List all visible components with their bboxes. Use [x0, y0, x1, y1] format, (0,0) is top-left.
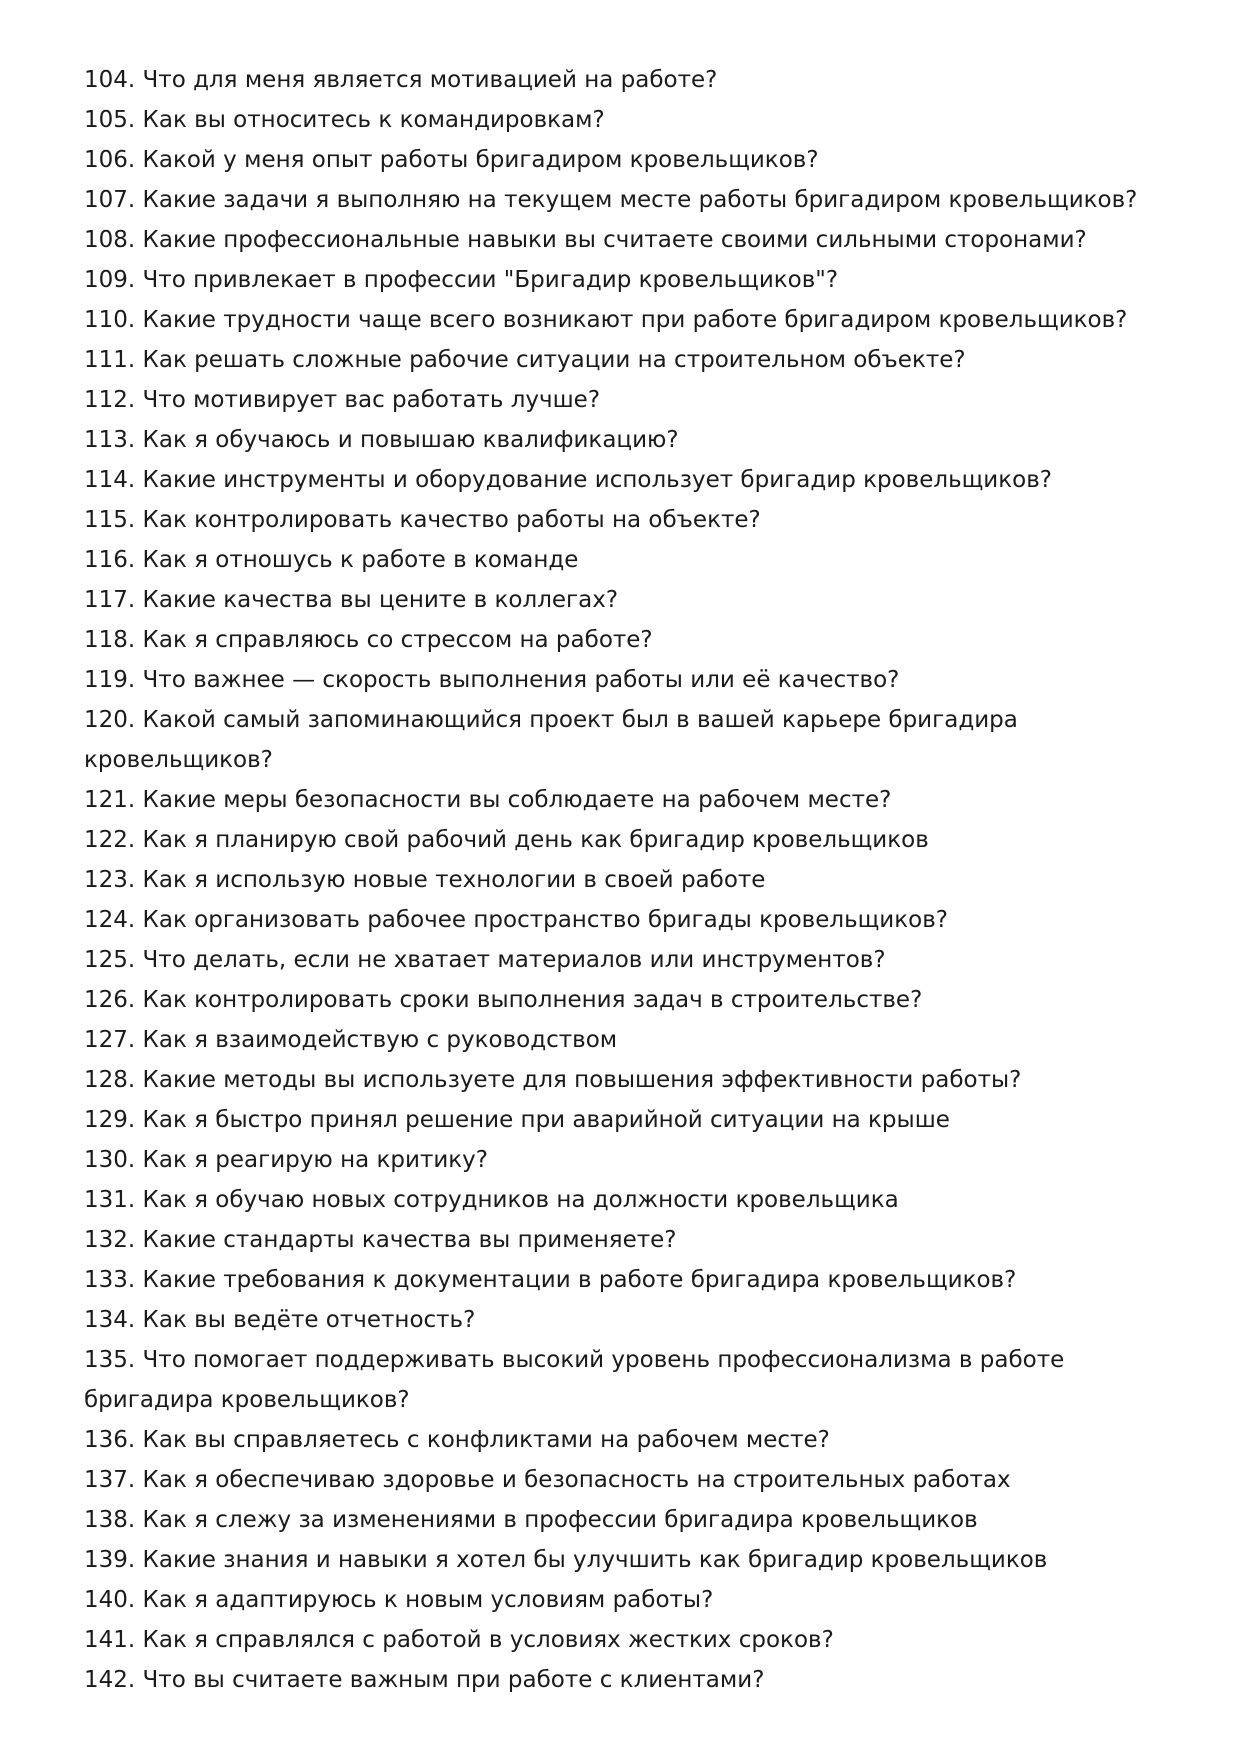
- question-text: Как я слежу за изменениями в профессии бригадира кровельщиков: [142, 1507, 978, 1533]
- question-text: Что делать, если не хватает материалов или инструментов?: [142, 947, 886, 973]
- question-item: [84, 860, 1184, 900]
- question-number: 115.: [84, 507, 136, 533]
- question-number: 117.: [84, 587, 136, 613]
- question-number: 133.: [84, 1267, 136, 1293]
- question-number: 123.: [84, 867, 136, 893]
- question-item: [84, 1260, 1184, 1300]
- question-item: [84, 1220, 1184, 1260]
- question-item: [84, 100, 1184, 140]
- question-item: [84, 1020, 1184, 1060]
- question-text: Какие стандарты качества вы применяете?: [142, 1227, 677, 1253]
- question-number: 142.: [84, 1667, 136, 1693]
- question-text: Какие знания и навыки я хотел бы улучшить как бригадир кровельщиков: [142, 1547, 1048, 1573]
- question-number: 126.: [84, 987, 136, 1013]
- question-number: 119.: [84, 667, 136, 693]
- question-item: [84, 980, 1184, 1020]
- question-item: [84, 1340, 1184, 1420]
- question-number: 111.: [84, 347, 136, 373]
- document-page: [84, 60, 1184, 1700]
- question-number: 127.: [84, 1027, 136, 1053]
- question-number: 114.: [84, 467, 136, 493]
- question-text: Что для меня является мотивацией на работе?: [142, 67, 718, 93]
- question-text: Как решать сложные рабочие ситуации на строительном объекте?: [142, 347, 966, 373]
- question-text: Как я отношусь к работе в команде: [142, 547, 579, 573]
- question-text: Как я обучаюсь и повышаю квалификацию?: [142, 427, 679, 453]
- question-text: Как вы справляетесь с конфликтами на рабочем месте?: [142, 1427, 830, 1453]
- question-item: [84, 780, 1184, 820]
- question-number: 108.: [84, 227, 136, 253]
- question-item: [84, 660, 1184, 700]
- question-item: [84, 1460, 1184, 1500]
- question-item: [84, 1620, 1184, 1660]
- question-text: Что помогает поддерживать высокий уровень профессионализма в работе бригадира кровельщиков?: [84, 1347, 1065, 1413]
- question-text: Какие трудности чаще всего возникают при работе бригадиром кровельщиков?: [142, 307, 1128, 333]
- question-text: Как я обеспечиваю здоровье и безопасность на строительных работах: [142, 1467, 1011, 1493]
- question-text: Как я справляюсь со стрессом на работе?: [142, 627, 653, 653]
- question-text: Как я адаптируюсь к новым условиям работы?: [142, 1587, 714, 1613]
- question-number: 137.: [84, 1467, 136, 1493]
- question-text: Какой самый запоминающийся проект был в вашей карьере бригадира кровельщиков?: [84, 707, 1018, 773]
- question-text: Как я быстро принял решение при аварийной ситуации на крыше: [142, 1107, 950, 1133]
- question-number: 112.: [84, 387, 136, 413]
- question-item: [84, 900, 1184, 940]
- question-item: [84, 1180, 1184, 1220]
- question-item: [84, 60, 1184, 100]
- question-number: 134.: [84, 1307, 136, 1333]
- question-item: [84, 1100, 1184, 1140]
- question-number: 136.: [84, 1427, 136, 1453]
- question-number: 113.: [84, 427, 136, 453]
- question-number: 139.: [84, 1547, 136, 1573]
- question-item: [84, 940, 1184, 980]
- question-text: Что вы считаете важным при работе с клиентами?: [142, 1667, 765, 1693]
- question-item: [84, 620, 1184, 660]
- question-text: Как я использую новые технологии в своей работе: [142, 867, 766, 893]
- question-number: 130.: [84, 1147, 136, 1173]
- question-item: [84, 540, 1184, 580]
- question-text: Как я планирую свой рабочий день как бригадир кровельщиков: [142, 827, 929, 853]
- question-number: 131.: [84, 1187, 136, 1213]
- question-item: [84, 340, 1184, 380]
- question-number: 116.: [84, 547, 136, 573]
- question-item: [84, 220, 1184, 260]
- question-text: Как я справлялся с работой в условиях жестких сроков?: [142, 1627, 834, 1653]
- question-text: Как вы ведёте отчетность?: [142, 1307, 476, 1333]
- question-number: 120.: [84, 707, 136, 733]
- question-item: [84, 140, 1184, 180]
- question-item: [84, 1660, 1184, 1700]
- question-item: [84, 1060, 1184, 1100]
- question-number: 140.: [84, 1587, 136, 1613]
- question-number: 105.: [84, 107, 136, 133]
- question-item: [84, 1300, 1184, 1340]
- question-list: [84, 60, 1184, 1700]
- question-text: Какие меры безопасности вы соблюдаете на рабочем месте?: [142, 787, 892, 813]
- question-item: [84, 1500, 1184, 1540]
- question-text: Какие методы вы используете для повышения эффективности работы?: [142, 1067, 1022, 1093]
- question-number: 129.: [84, 1107, 136, 1133]
- question-item: [84, 460, 1184, 500]
- question-number: 141.: [84, 1627, 136, 1653]
- question-number: 135.: [84, 1347, 136, 1373]
- question-text: Как я обучаю новых сотрудников на должности кровельщика: [142, 1187, 899, 1213]
- question-number: 121.: [84, 787, 136, 813]
- question-item: [84, 1420, 1184, 1460]
- question-item: [84, 820, 1184, 860]
- question-text: Какие задачи я выполняю на текущем месте работы бригадиром кровельщиков?: [142, 187, 1138, 213]
- question-text: Как контролировать качество работы на объекте?: [142, 507, 761, 533]
- question-item: [84, 1580, 1184, 1620]
- question-item: [84, 420, 1184, 460]
- question-text: Что мотивирует вас работать лучше?: [142, 387, 601, 413]
- question-item: [84, 180, 1184, 220]
- question-number: 132.: [84, 1227, 136, 1253]
- question-text: Какие качества вы цените в коллегах?: [142, 587, 619, 613]
- question-text: Какой у меня опыт работы бригадиром кровельщиков?: [142, 147, 819, 173]
- question-item: [84, 1540, 1184, 1580]
- question-number: 124.: [84, 907, 136, 933]
- question-text: Что важнее — скорость выполнения работы или её качество?: [142, 667, 900, 693]
- question-number: 125.: [84, 947, 136, 973]
- question-text: Какие профессиональные навыки вы считаете своими сильными сторонами?: [142, 227, 1087, 253]
- question-item: [84, 300, 1184, 340]
- question-item: [84, 500, 1184, 540]
- question-number: 109.: [84, 267, 136, 293]
- question-number: 110.: [84, 307, 136, 333]
- question-text: Что привлекает в профессии "Бригадир кровельщиков"?: [142, 267, 839, 293]
- question-item: [84, 380, 1184, 420]
- question-number: 122.: [84, 827, 136, 853]
- question-text: Какие требования к документации в работе бригадира кровельщиков?: [142, 1267, 1017, 1293]
- question-number: 118.: [84, 627, 136, 653]
- question-item: [84, 1140, 1184, 1180]
- question-number: 106.: [84, 147, 136, 173]
- question-text: Как контролировать сроки выполнения задач в строительстве?: [142, 987, 923, 1013]
- question-number: 107.: [84, 187, 136, 213]
- question-item: [84, 580, 1184, 620]
- question-text: Как я реагирую на критику?: [142, 1147, 489, 1173]
- question-text: Какие инструменты и оборудование использует бригадир кровельщиков?: [142, 467, 1052, 493]
- question-text: Как организовать рабочее пространство бригады кровельщиков?: [142, 907, 948, 933]
- question-number: 128.: [84, 1067, 136, 1093]
- question-text: Как я взаимодействую с руководством: [142, 1027, 618, 1053]
- question-number: 138.: [84, 1507, 136, 1533]
- question-text: Как вы относитесь к командировкам?: [142, 107, 605, 133]
- question-item: [84, 700, 1184, 780]
- question-number: 104.: [84, 67, 136, 93]
- question-item: [84, 260, 1184, 300]
